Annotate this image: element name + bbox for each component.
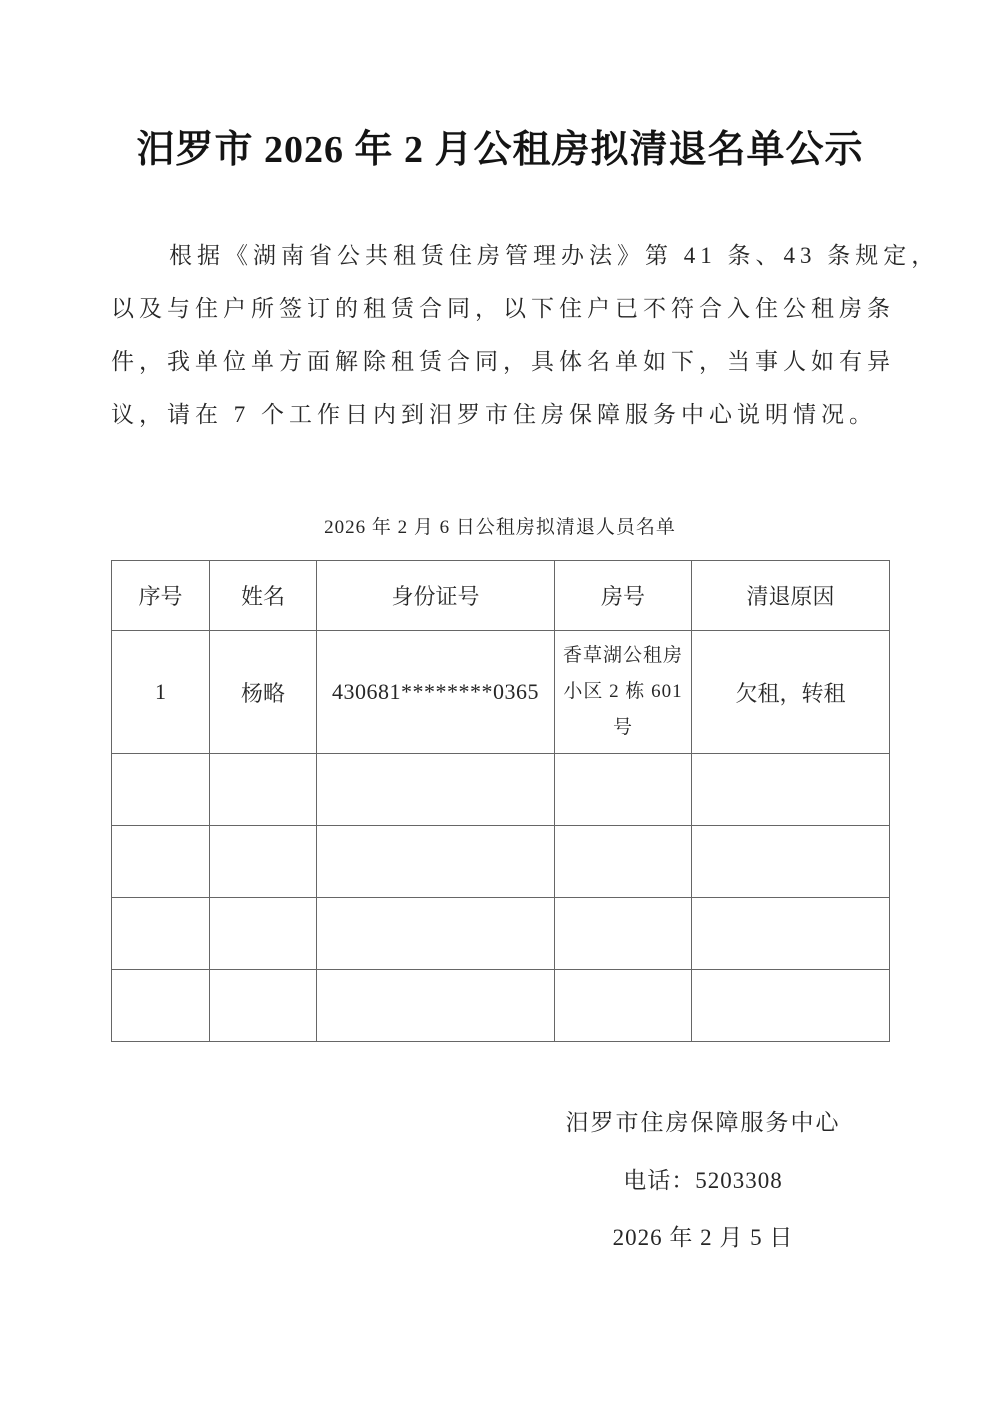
header-cell-name: 姓名 bbox=[210, 561, 317, 631]
paragraph-line: 议，请在 7 个工作日内到汨罗市住房保障服务中心说明情况。 bbox=[111, 402, 877, 427]
empty-cell bbox=[317, 898, 555, 970]
empty-cell bbox=[317, 970, 555, 1042]
empty-table-row bbox=[112, 970, 890, 1042]
table-header-row bbox=[112, 561, 890, 631]
empty-cell bbox=[317, 754, 555, 826]
empty-table-row bbox=[112, 898, 890, 970]
empty-cell bbox=[210, 754, 317, 826]
paragraph-line: 以及与住户所签订的租赁合同，以下住户已不符合入住公租房条 bbox=[111, 296, 895, 321]
header-cell-room: 房号 bbox=[555, 561, 692, 631]
cell-name: 杨略 bbox=[210, 631, 317, 754]
paragraph-line: 根据《湖南省公共租赁住房管理办法》第 41 条、43 条规定， bbox=[169, 243, 940, 268]
clearance-table bbox=[111, 560, 890, 1042]
header-cell-id-number: 身份证号 bbox=[317, 561, 555, 631]
empty-cell bbox=[112, 826, 210, 898]
cell-id-number: 430681********0365 bbox=[317, 631, 555, 754]
table-row bbox=[112, 631, 890, 754]
header-cell-seq: 序号 bbox=[112, 561, 210, 631]
table-caption: 2026 年 2 月 6 日公租房拟清退人员名单 bbox=[324, 517, 676, 538]
header-cell-reason: 清退原因 bbox=[692, 561, 890, 631]
document-title: 汨罗市 2026 年 2 月公租房拟清退名单公示 bbox=[136, 129, 864, 171]
empty-cell bbox=[555, 970, 692, 1042]
paragraph-line: 件，我单位单方面解除租赁合同，具体名单如下，当事人如有异 bbox=[111, 349, 895, 374]
empty-cell bbox=[555, 898, 692, 970]
empty-table-row bbox=[112, 826, 890, 898]
empty-cell bbox=[210, 970, 317, 1042]
notice-paragraph bbox=[111, 229, 940, 441]
footer-organization: 汨罗市住房保障服务中心 bbox=[565, 1110, 841, 1135]
empty-cell bbox=[112, 898, 210, 970]
empty-cell bbox=[112, 754, 210, 826]
footer-phone: 电话：5203308 bbox=[623, 1168, 783, 1193]
empty-cell bbox=[210, 826, 317, 898]
cell-seq: 1 bbox=[112, 631, 210, 754]
footer-date: 2026 年 2 月 5 日 bbox=[612, 1225, 794, 1250]
empty-cell bbox=[692, 898, 890, 970]
empty-cell bbox=[692, 826, 890, 898]
cell-room: 香草湖公租房小区 2 栋 601 号 bbox=[555, 631, 692, 754]
empty-cell bbox=[692, 754, 890, 826]
empty-cell bbox=[112, 970, 210, 1042]
cell-reason: 欠租，转租 bbox=[692, 631, 890, 754]
empty-cell bbox=[692, 970, 890, 1042]
empty-table-row bbox=[112, 754, 890, 826]
empty-cell bbox=[555, 826, 692, 898]
empty-cell bbox=[555, 754, 692, 826]
empty-cell bbox=[317, 826, 555, 898]
empty-cell bbox=[210, 898, 317, 970]
